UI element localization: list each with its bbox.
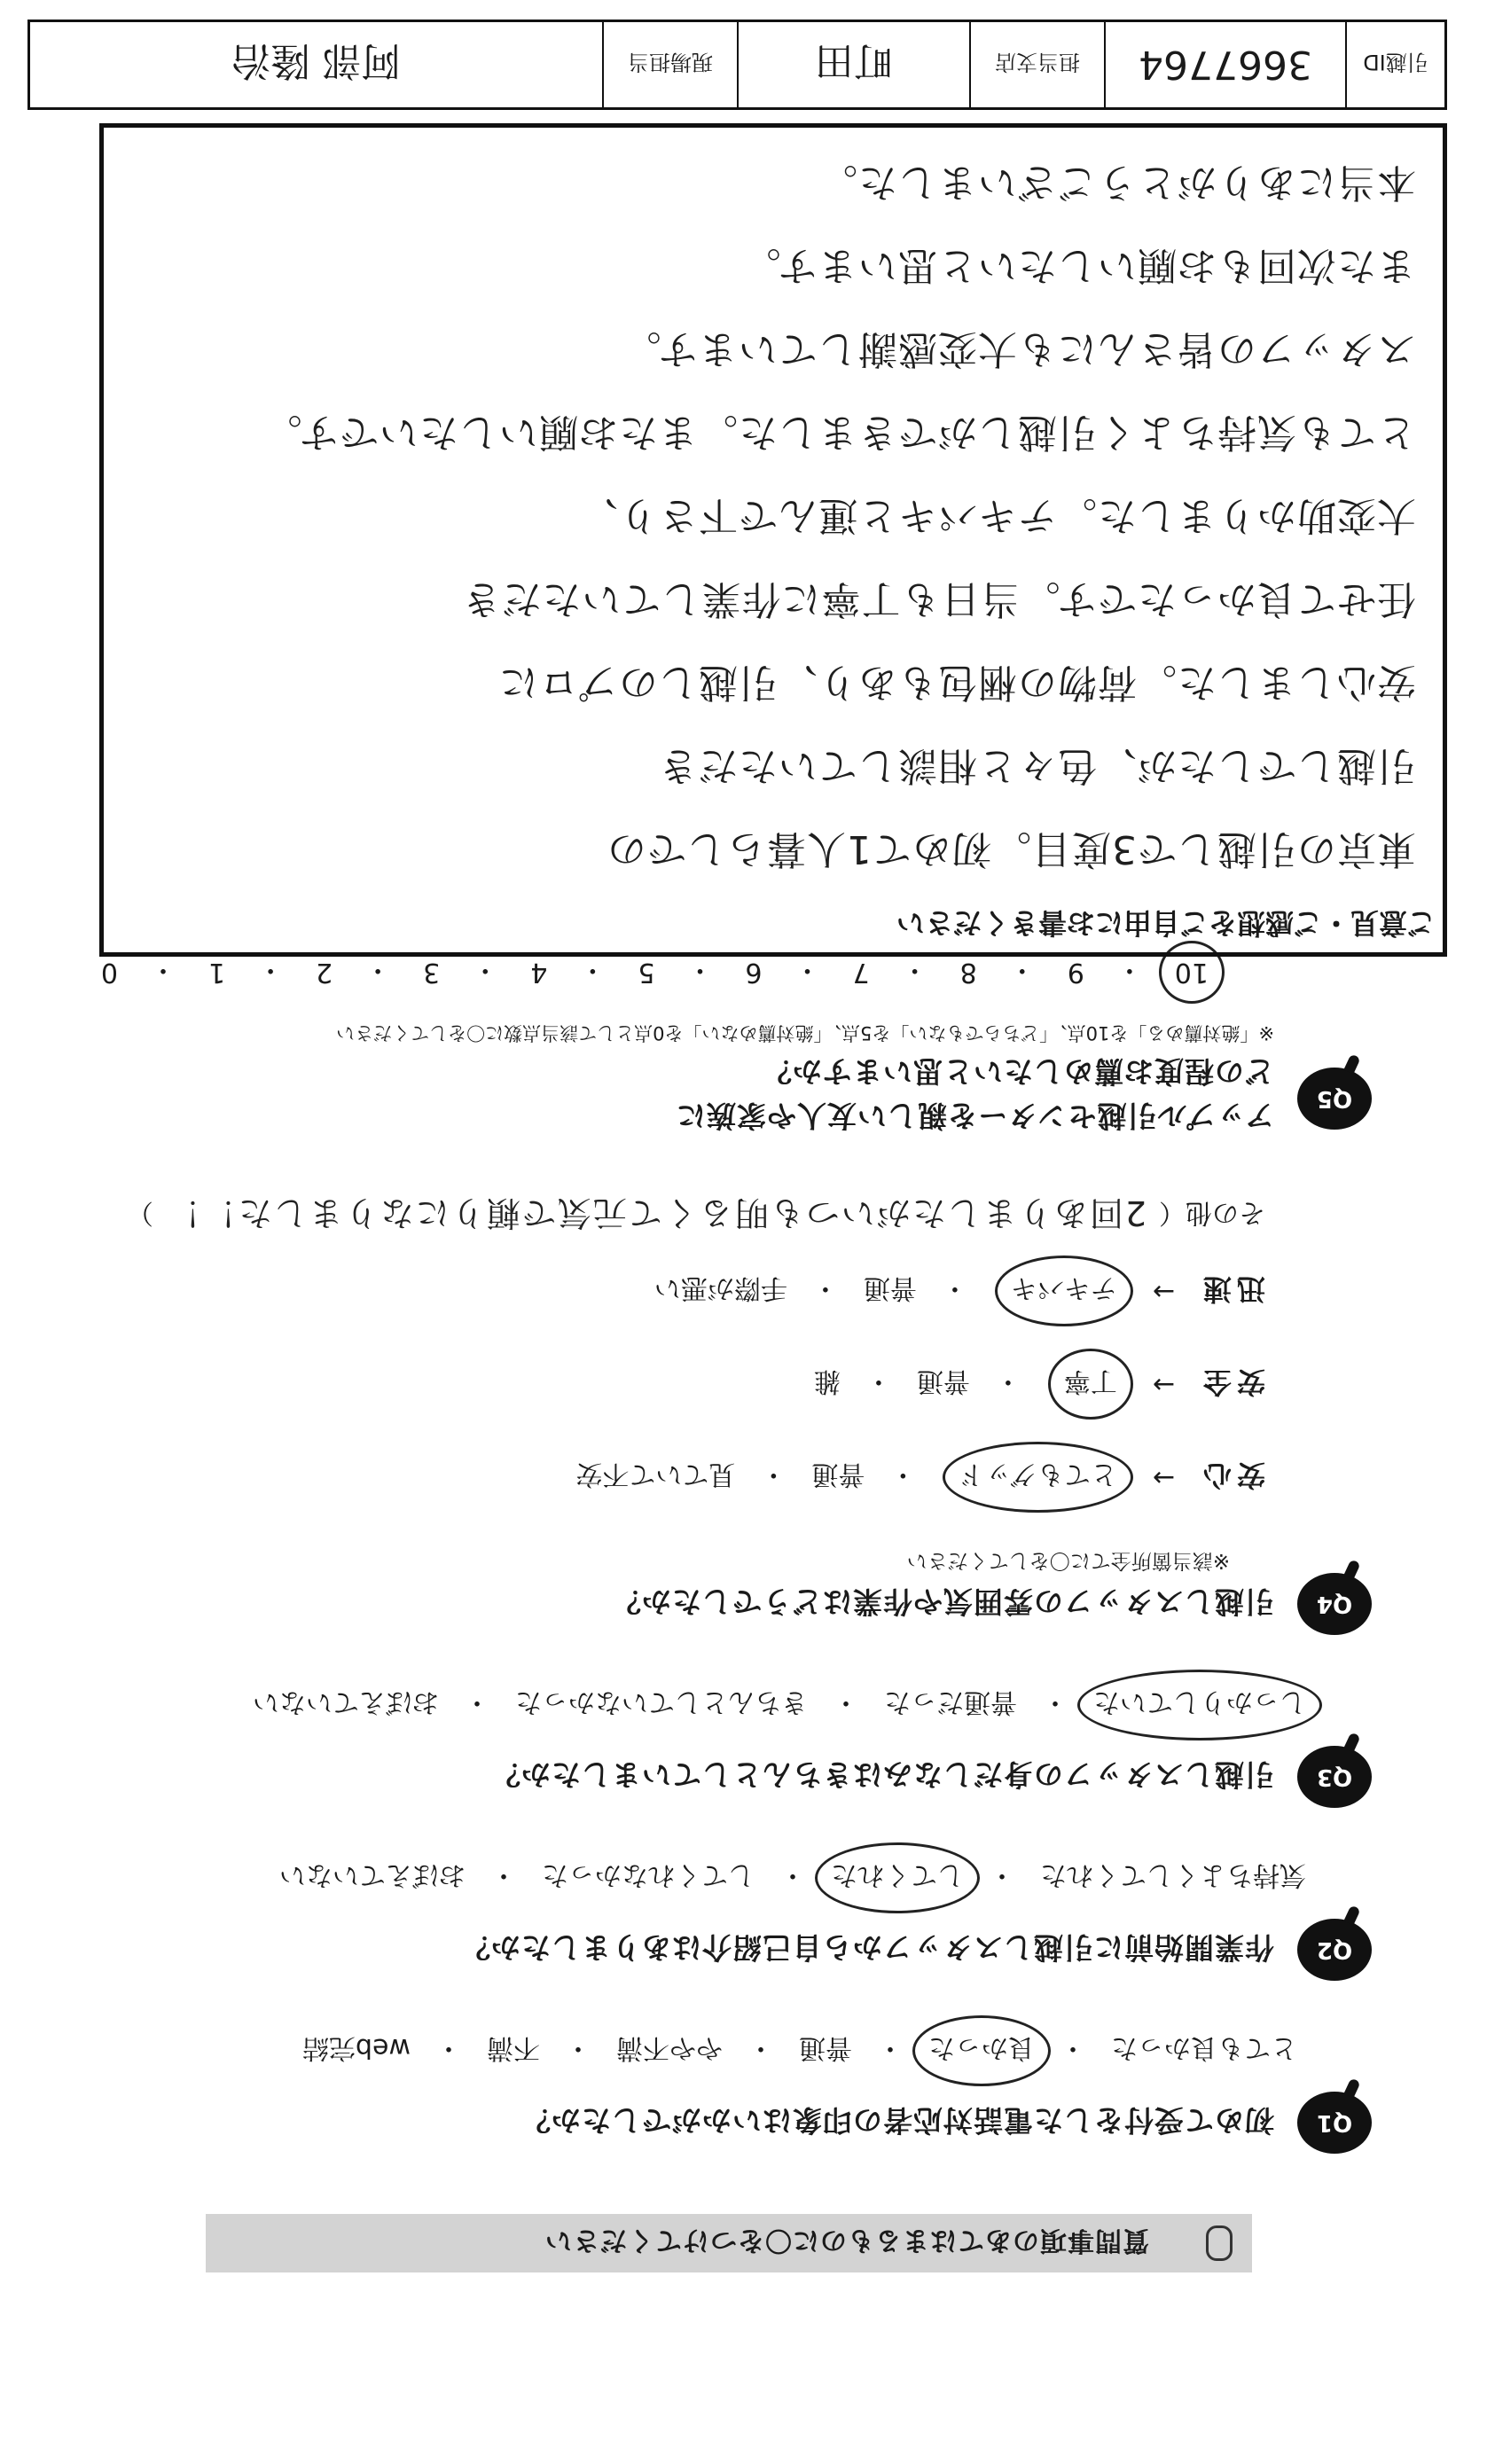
q4-row-2-option-1[interactable]: 普通 (863, 1272, 917, 1304)
comment-line: 任せて良かったです。当日も丁寧に作業していただき (461, 576, 1416, 622)
option-separator: ・ (877, 2032, 904, 2063)
q2-option-1-selected[interactable]: してくれた (818, 1855, 976, 1901)
q4-row-options (563, 1455, 1130, 1501)
branch-value: 町田 (737, 22, 969, 107)
q4-row-0-option-2[interactable]: 見ていて不安 (575, 1459, 736, 1490)
q4-row-label: 安全 (1197, 1365, 1265, 1400)
comment-line: スタッフの皆さんにも大変感謝しています。 (621, 326, 1416, 372)
q2-option-0[interactable]: 気持ちよくしてくれた (1040, 1859, 1306, 1890)
option-separator: ・ (760, 1459, 787, 1490)
comment-line: 引越しでしたが、色々と相談していただき (658, 743, 1416, 788)
q5-scale-9[interactable]: 9 (1067, 957, 1084, 989)
comment-line: 東京の引越しで3度目。初めて1人暮らしでの (607, 826, 1416, 872)
q3-option-1[interactable]: 普通だった (884, 1686, 1017, 1717)
comment-line: 本当にありがとうございました。 (818, 160, 1416, 205)
scale-separator: ・ (901, 954, 928, 985)
q5-scale-6[interactable]: 6 (745, 957, 763, 989)
comments-title: ご意見・ご感想をご自由にお書きください (896, 906, 1436, 940)
comment-line: また次回もお願いしたいと思います。 (740, 243, 1416, 288)
scale-separator: ・ (257, 954, 285, 985)
option-separator: ・ (490, 1859, 517, 1890)
paperclip-icon (1206, 2225, 1233, 2261)
q4-row-0 (563, 1431, 1265, 1524)
q1-option-3[interactable]: やや不満 (616, 2032, 723, 2063)
q2-option-3[interactable]: おぼえていない (279, 1859, 466, 1890)
q1-option-2[interactable]: 普通 (799, 2032, 852, 2063)
q1-option-0[interactable]: とても良かった (1111, 2032, 1297, 2063)
q5-scale-7[interactable]: 7 (852, 957, 870, 989)
arrow-icon: → (1152, 1369, 1175, 1400)
option-separator: ・ (464, 1686, 490, 1717)
q4-other-close: ） (126, 1197, 153, 1229)
q5-scale-0[interactable]: 0 (100, 957, 118, 989)
arrow-icon: → (1152, 1462, 1175, 1493)
arrow-icon: → (1152, 1276, 1175, 1307)
q5-scale-10[interactable]: 10 (1162, 954, 1221, 992)
option-separator: ・ (747, 2032, 774, 2063)
q3-option-3[interactable]: おぼえていない (253, 1686, 439, 1717)
id-value: 3667764 (1104, 22, 1345, 107)
q1-option-4[interactable]: 不満 (487, 2032, 540, 2063)
staff-value: 阿部 隆治 (231, 38, 401, 83)
q4-row-1 (563, 1338, 1265, 1431)
q3-option-2[interactable]: きちんとしていなかった (515, 1686, 808, 1717)
q4-badge: Q4 (1297, 1573, 1372, 1635)
info-table (27, 20, 1447, 110)
q3-option-0-selected[interactable]: しっかりしていた (1081, 1682, 1319, 1728)
q1-badge: Q1 (1297, 2092, 1372, 2154)
scale-separator: ・ (364, 954, 392, 985)
scale-separator: ・ (686, 954, 714, 985)
q4-row-0-option-1[interactable]: 普通 (811, 1459, 865, 1490)
q4-other (127, 1192, 1265, 1240)
q2-option-2[interactable]: してくれなかった (542, 1859, 755, 1890)
q2-badge: Q2 (1297, 1919, 1372, 1981)
q2-options (267, 1855, 1319, 1901)
option-separator: ・ (941, 1272, 968, 1304)
q4-question: 引越しスタッフの雰囲気や作業はどうでしたか？ (611, 1584, 1274, 1619)
survey-header-title: 質問事項のあてはまるものに〇をつけてください (544, 2225, 1149, 2256)
q5-question-line1: アップル引越センターを親しい友人や家族に (675, 1099, 1274, 1133)
q4-row-1-option-1[interactable]: 普通 (916, 1365, 970, 1397)
q1-option-5[interactable]: web完結 (301, 2032, 411, 2063)
option-separator: ・ (889, 1459, 917, 1490)
scale-separator: ・ (1008, 954, 1036, 985)
q3-question: 引越しスタッフの身だしなみはきちんとしていましたか？ (490, 1757, 1274, 1792)
option-separator: ・ (833, 1686, 859, 1717)
q5-note: ※「絶対薦める」を10点、「どちらでもない」を5点、「絶対薦めない」を0点として該当点数に〇をしてください (336, 1022, 1274, 1044)
q4-row-2-option-0[interactable]: テキパキ (998, 1269, 1130, 1315)
option-separator: ・ (565, 2032, 591, 2063)
q5-badge: Q5 (1297, 1068, 1372, 1130)
q5-question-line2: どの程度お薦めしたいと思いますか？ (762, 1054, 1274, 1089)
option-separator: ・ (435, 2032, 462, 2063)
q5-scale-3[interactable]: 3 (423, 957, 441, 989)
option-separator: ・ (779, 1859, 806, 1890)
q4-row-0-option-0[interactable]: とてもグッド (946, 1455, 1130, 1501)
branch-label: 担当支店 (969, 22, 1104, 107)
comment-line: とても気持ちよく引越しができました。またお願いしたいです。 (262, 410, 1416, 455)
q4-row-label: 迅速 (1197, 1272, 1265, 1307)
q4-row-1-option-2[interactable]: 雑 (813, 1365, 841, 1397)
scale-separator: ・ (794, 954, 821, 985)
option-separator: ・ (811, 1272, 839, 1304)
q4-row-2-option-2[interactable]: 手際が悪い (653, 1272, 787, 1304)
q1-question: 初めて受付をした電話対応者の印象はいかがでしたか？ (520, 2103, 1274, 2138)
comment-line: 安心しました。荷物の梱包もあり、引越しのプロに (498, 660, 1416, 705)
q5-scale-8[interactable]: 8 (959, 957, 977, 989)
id-label: 引越ID (1345, 22, 1444, 107)
q5-scale-2[interactable]: 2 (316, 957, 333, 989)
option-separator: ・ (989, 1859, 1015, 1890)
q1-options (290, 2028, 1310, 2074)
q4-note: ※該当箇所全てに〇をしてください (906, 1549, 1230, 1572)
option-separator: ・ (1042, 1686, 1068, 1717)
q1-option-1-selected[interactable]: 良かった (916, 2028, 1047, 2074)
comments-box (99, 123, 1447, 957)
scale-separator: ・ (149, 954, 176, 985)
q3-options (240, 1682, 1319, 1728)
q4-row-1-option-0[interactable]: 丁寧 (1052, 1362, 1130, 1408)
q4-row-2 (563, 1245, 1265, 1338)
q5-scale-5[interactable]: 5 (638, 957, 655, 989)
staff-label: 現場担当 (602, 22, 737, 107)
q4-row-options (642, 1269, 1130, 1315)
scale-separator: ・ (579, 954, 607, 985)
q4-other-handwritten: 2回ありましたがいつも明るくて元気で頼りになりました！！ (165, 1193, 1147, 1232)
option-separator: ・ (1060, 2032, 1086, 2063)
option-separator: ・ (865, 1365, 892, 1397)
survey-header-bar (206, 2214, 1252, 2272)
q4-row-options (802, 1362, 1130, 1408)
q3-badge: Q3 (1297, 1746, 1372, 1808)
q5-scale-4[interactable]: 4 (530, 957, 548, 989)
q4-rows (563, 1245, 1265, 1524)
scale-separator: ・ (472, 954, 499, 985)
scale-separator: ・ (1115, 954, 1143, 985)
q5-scale (89, 953, 1221, 992)
q5-scale-1[interactable]: 1 (207, 957, 226, 989)
option-separator: ・ (994, 1365, 1021, 1397)
q2-question: 作業開始前に引越しスタッフから自己紹介はありましたか？ (460, 1930, 1274, 1965)
q4-other-label: その他（ (1159, 1197, 1265, 1229)
q4-row-label: 安心 (1197, 1459, 1265, 1493)
comment-line: 大変助かりました。テキパキと運んで下さり、 (578, 493, 1416, 538)
